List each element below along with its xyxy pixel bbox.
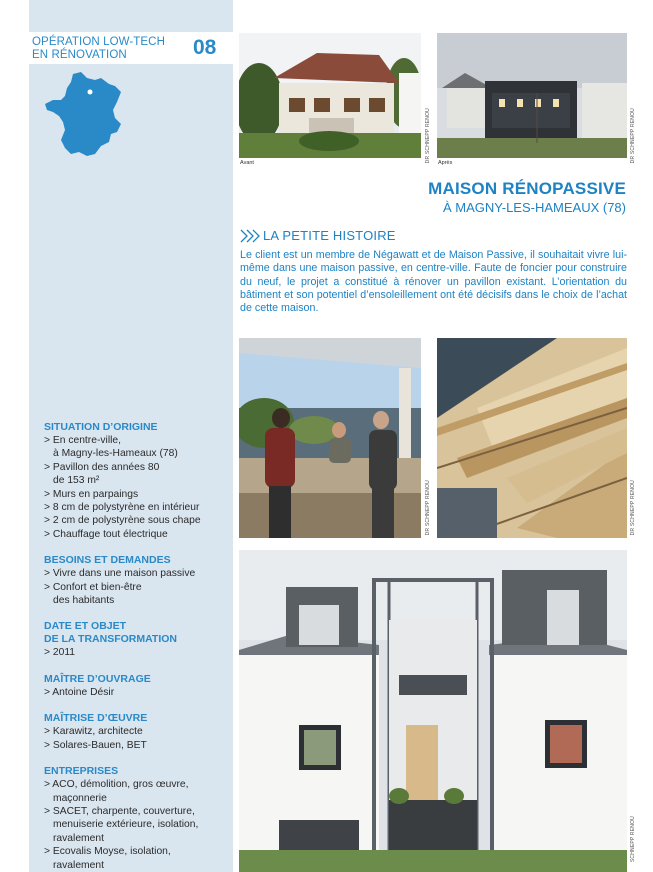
entreprises-heading: ENTREPRISES xyxy=(44,765,119,778)
section-date xyxy=(44,620,230,659)
list-item-line: des habitants xyxy=(53,595,115,607)
list-item xyxy=(44,725,230,738)
list-item xyxy=(44,514,230,527)
moe-list xyxy=(44,725,230,752)
list-item-line: > Karawitz, architecte xyxy=(44,726,143,738)
credit-facade: SCHNEPP RENOU xyxy=(630,816,636,863)
list-item xyxy=(44,528,230,541)
list-item xyxy=(44,488,230,501)
besoins-heading: BESOINS ET DEMANDES xyxy=(44,554,171,567)
section-situation xyxy=(44,421,230,541)
list-item-line: > En centre-ville, xyxy=(44,435,121,446)
list-item-line: à Magny-les-Hameaux (78) xyxy=(53,448,178,460)
list-item-line: > Confort et bien-être xyxy=(44,581,142,593)
caption-before: Avant xyxy=(240,160,254,166)
date-heading-line1: DATE ET OBJET xyxy=(44,620,127,633)
credit-after: DR SCHNEPP RENOU xyxy=(630,108,636,164)
list-item xyxy=(44,646,230,659)
entreprises-list xyxy=(44,778,230,872)
france-map-icon xyxy=(43,70,125,158)
photo-terrace xyxy=(239,338,421,538)
chevrons-icon xyxy=(240,229,260,243)
list-item-line: ravalement xyxy=(53,832,104,844)
date-list xyxy=(44,646,230,659)
list-item-line: > Solares-Bauen, BET xyxy=(44,739,147,751)
list-item xyxy=(44,434,230,461)
list-item-line: > 2 cm de polystyrène sous chape xyxy=(44,515,201,527)
moa-list xyxy=(44,686,230,699)
article-subtitle: À MAGNY-LES-HAMEAUX (78) xyxy=(442,200,626,215)
list-item-line: > Murs en parpaings xyxy=(44,488,139,500)
photo-after xyxy=(437,33,627,158)
date-heading-line2: DE LA TRANSFORMATION xyxy=(44,633,177,646)
section-entreprises xyxy=(44,765,230,872)
list-item xyxy=(44,567,230,580)
list-item-line: > 2011 xyxy=(44,647,76,659)
list-item-line: ravalement xyxy=(53,859,104,871)
list-item-line: > Vivre dans une maison passive xyxy=(44,568,196,580)
photo-before xyxy=(239,33,421,158)
caption-after: Après xyxy=(438,160,453,166)
section-maitre-ouvrage xyxy=(44,673,230,699)
list-item-line: de 153 m² xyxy=(53,475,100,487)
section-maitrise-oeuvre xyxy=(44,712,230,752)
photo-timber xyxy=(437,338,627,538)
project-info xyxy=(44,421,230,872)
story-text: Le client est un membre de Négawatt et de Maison Passive, il souhaitait vivre lui-même dans une maison passive, en centre-ville. Faute de foncier pour construire du neuf, le projet a constitué à rénover un pavillon existant. L’orientation du bâtiment et son potentiel d’ensoleillement ont été décisifs dans le choix de l’achat de cette maison. xyxy=(240,249,627,315)
credit-terrace: DR SCHNEPP RENOU xyxy=(425,480,431,536)
moa-heading: MAÎTRE D’OUVRAGE xyxy=(44,672,151,685)
list-item-line: menuiserie extérieure, isolation, xyxy=(53,819,199,831)
series-title-line2: EN RÉNOVATION xyxy=(32,49,127,61)
article-title: MAISON RÉNOPASSIVE xyxy=(428,179,626,198)
series-title xyxy=(32,36,182,62)
list-item-line: maçonnerie xyxy=(53,792,107,804)
series-title-line1: OPÉRATION LOW-TECH xyxy=(32,36,165,48)
photo-facade xyxy=(239,550,627,872)
list-item-line: > SACET, charpente, couverture, xyxy=(44,805,195,817)
list-item xyxy=(44,845,230,872)
list-item xyxy=(44,501,230,514)
situation-list xyxy=(44,434,230,541)
situation-heading: SITUATION D’ORIGINE xyxy=(44,421,158,433)
section-besoins xyxy=(44,554,230,607)
moe-heading: MAÎTRISE D’ŒUVRE xyxy=(44,712,148,725)
list-item xyxy=(44,739,230,752)
list-item-line: > Chauffage tout électrique xyxy=(44,528,168,540)
besoins-list xyxy=(44,567,230,607)
list-item xyxy=(44,461,230,488)
list-item-line: > 8 cm de polystyrène en intérieur xyxy=(44,502,200,514)
list-item xyxy=(44,686,230,699)
list-item-line: > Pavillon des années 80 xyxy=(44,461,160,473)
credit-timber: DR SCHNEPP RENOU xyxy=(630,480,636,536)
story-heading: LA PETITE HISTOIRE xyxy=(263,228,396,243)
credit-before: DR SCHNEPP RENOU xyxy=(425,108,431,164)
list-item xyxy=(44,581,230,608)
operation-number: 08 xyxy=(193,36,217,59)
list-item xyxy=(44,805,230,845)
list-item-line: > ACO, démolition, gros œuvre, xyxy=(44,779,189,791)
list-item-line: > Antoine Désir xyxy=(44,686,115,698)
list-item xyxy=(44,778,230,805)
list-item-line: > Ecovalis Moyse, isolation, xyxy=(44,846,171,858)
story-header xyxy=(240,228,396,243)
